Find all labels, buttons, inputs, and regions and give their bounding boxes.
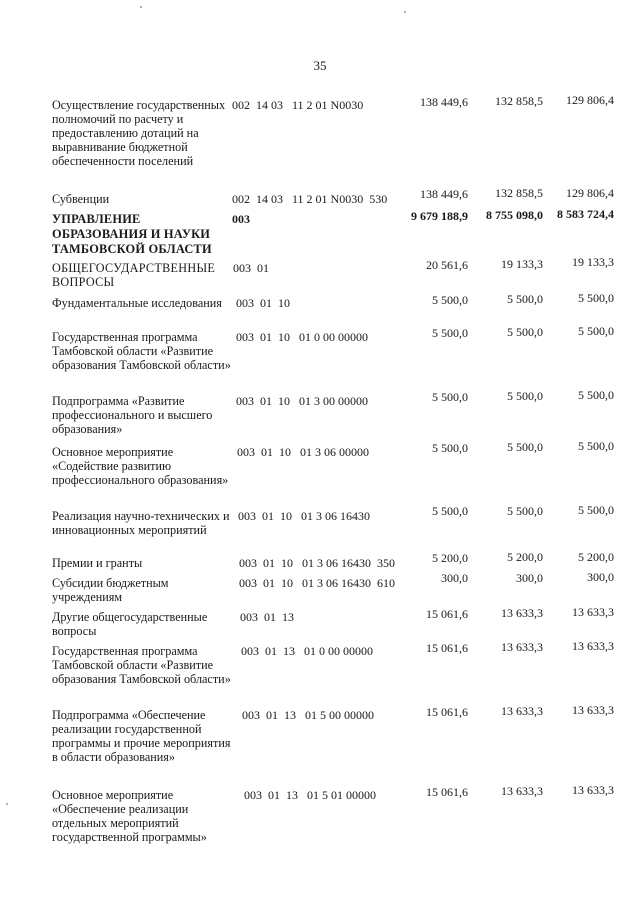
row-value-2: 13 633,3: [501, 640, 543, 654]
row-value-2: 5 500,0: [507, 292, 543, 306]
row-name: ОБЩЕГОСУДАРСТВЕННЫЕ ВОПРОСЫ: [52, 261, 216, 289]
row-value-2: 13 633,3: [501, 704, 543, 718]
row-code: 003 01: [233, 261, 269, 275]
row-value-2: 5 500,0: [507, 325, 543, 339]
row-value-3: 13 633,3: [572, 639, 614, 653]
row-value-1: 138 449,6: [420, 187, 468, 201]
row-name: Реализация научно-технических и инновационных мероприятий: [52, 509, 230, 537]
row-code: 002 14 03 11 2 01 N0030 530: [232, 192, 388, 206]
row-value-2: 13 633,3: [501, 784, 543, 798]
scan-speck: [140, 6, 142, 8]
row-value-3: 5 200,0: [578, 550, 614, 564]
row-code: 003: [232, 212, 250, 226]
row-code: 003 01 13 01 5 01 00000: [244, 788, 376, 802]
row-code: 003 01 10 01 3 06 16430 610: [239, 576, 395, 590]
row-value-3: 300,0: [587, 570, 614, 584]
row-name: Подпрограмма «Обеспечение реализации государственной программы и прочие мероприятия в области образования»: [52, 708, 231, 764]
row-value-3: 13 633,3: [572, 703, 614, 717]
row-value-2: 13 633,3: [501, 606, 543, 620]
row-value-1: 5 500,0: [432, 504, 468, 518]
row-name: Основное мероприятие «Обеспечение реализации отдельных мероприятий государственной программы»: [52, 788, 207, 844]
row-name: Другие общегосударственные вопросы: [52, 610, 208, 638]
row-code: 003 01 10 01 3 06 00000: [237, 445, 369, 459]
row-value-1: 20 561,6: [426, 258, 468, 272]
row-value-1: 300,0: [441, 571, 468, 585]
row-name: Субсидии бюджетным учреждениям: [52, 576, 169, 604]
row-value-1: 5 500,0: [432, 293, 468, 307]
row-code: 003 01 10 01 3 06 16430: [238, 509, 370, 523]
row-code: 003 01 13 01 0 00 00000: [241, 644, 373, 658]
row-value-1: 5 200,0: [432, 551, 468, 565]
row-value-1: 15 061,6: [426, 785, 468, 799]
row-value-2: 5 500,0: [507, 504, 543, 518]
row-value-3: 19 133,3: [572, 255, 614, 269]
row-value-1: 5 500,0: [432, 326, 468, 340]
row-value-2: 132 858,5: [495, 94, 543, 108]
row-name: Премии и гранты: [52, 556, 143, 570]
row-code: 003 01 10 01 3 06 16430 350: [239, 556, 395, 570]
row-name: Фундаментальные исследования: [52, 296, 222, 310]
row-value-2: 19 133,3: [501, 257, 543, 271]
row-value-2: 8 755 098,0: [486, 208, 543, 222]
row-value-1: 9 679 188,9: [411, 209, 468, 223]
scan-speck: [404, 11, 406, 13]
row-value-2: 5 500,0: [507, 440, 543, 454]
row-value-3: 5 500,0: [578, 439, 614, 453]
row-value-3: 5 500,0: [578, 388, 614, 402]
row-value-2: 300,0: [516, 571, 543, 585]
row-value-3: 8 583 724,4: [557, 207, 614, 221]
row-value-2: 5 200,0: [507, 550, 543, 564]
row-name: Государственная программа Тамбовской области «Развитие образования Тамбовской области»: [52, 644, 231, 686]
row-value-1: 15 061,6: [426, 607, 468, 621]
row-code: 003 01 13: [240, 610, 294, 624]
row-value-3: 5 500,0: [578, 324, 614, 338]
row-value-1: 138 449,6: [420, 95, 468, 109]
row-value-3: 5 500,0: [578, 503, 614, 517]
row-value-1: 5 500,0: [432, 390, 468, 404]
page-number: 35: [313, 58, 327, 73]
row-name: Государственная программа Тамбовской области «Развитие образования Тамбовской области»: [52, 330, 231, 372]
row-name: Субвенции: [52, 192, 110, 206]
scan-speck: [6, 803, 8, 805]
row-name: Основное мероприятие «Содействие развитию профессионального образования»: [52, 445, 229, 487]
row-code: 003 01 10 01 0 00 00000: [236, 330, 368, 344]
row-name: Подпрограмма «Развитие профессионального и высшего образования»: [52, 394, 213, 436]
row-code: 003 01 13 01 5 00 00000: [242, 708, 374, 722]
row-value-3: 5 500,0: [578, 291, 614, 305]
row-value-3: 129 806,4: [566, 93, 614, 107]
row-code: 002 14 03 11 2 01 N0030: [232, 98, 364, 112]
row-value-3: 129 806,4: [566, 186, 614, 200]
row-value-2: 5 500,0: [507, 389, 543, 403]
row-value-3: 13 633,3: [572, 783, 614, 797]
row-name: УПРАВЛЕНИЕ ОБРАЗОВАНИЯ И НАУКИ ТАМБОВСКОЙ ОБЛАСТИ: [52, 212, 212, 256]
row-value-1: 15 061,6: [426, 641, 468, 655]
row-code: 003 01 10 01 3 00 00000: [236, 394, 368, 408]
row-code: 003 01 10: [236, 296, 290, 310]
row-value-1: 5 500,0: [432, 441, 468, 455]
row-value-3: 13 633,3: [572, 605, 614, 619]
row-name: Осуществление государственных полномочий по расчету и предоставлению дотаций на выравнивание бюджетной обеспеченности поселений: [52, 98, 226, 168]
row-value-1: 15 061,6: [426, 705, 468, 719]
row-value-2: 132 858,5: [495, 186, 543, 200]
